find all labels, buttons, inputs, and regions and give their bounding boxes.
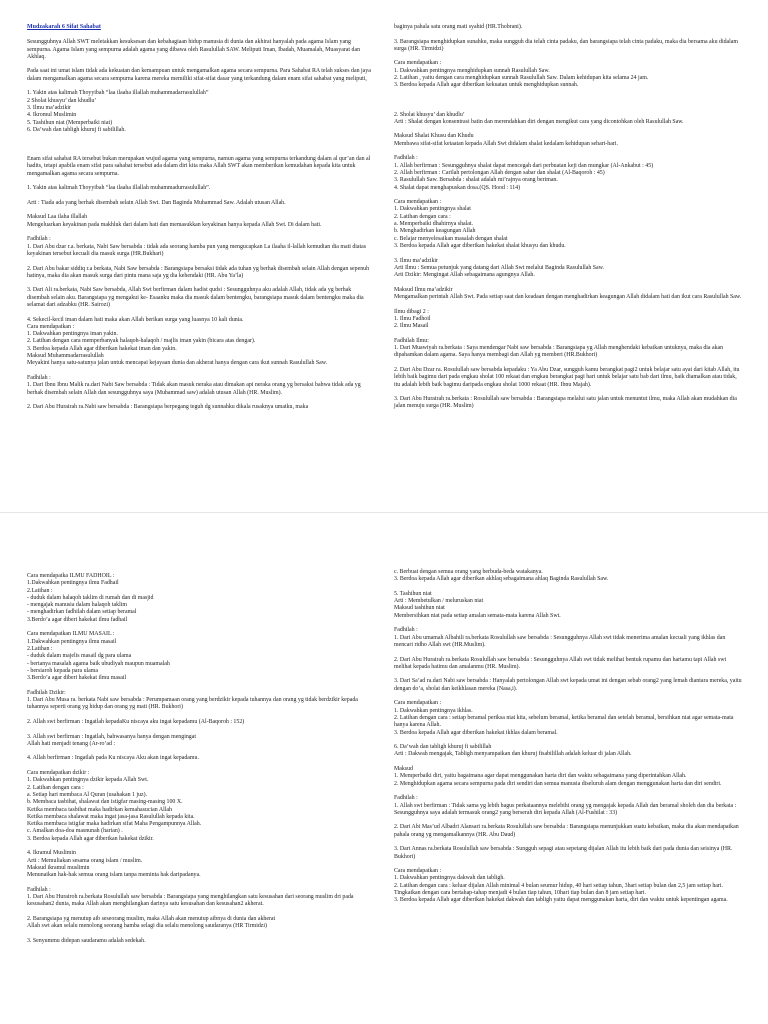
text-line: 3. Senyummu didepan saudaramu adalah sedekah. [27, 937, 146, 944]
page-1-left-column [27, 24, 375, 419]
paragraph [27, 404, 375, 411]
text-line: 1. Ilmu Fadhoil [394, 315, 431, 322]
text-line: 4. Shalat dapat menghapuskan dosa.(QS. Hood : 114) [394, 184, 521, 191]
text-line: baginya pahala satu orang mati syahid (HR.Thobrani). [394, 24, 523, 30]
text-line: Meyakini hanya satu-satunya jalan untuk mencapai kejayaan dunia dan akherat hanya dengan cara ikut sunnah Rasulullah Saw. [27, 360, 328, 367]
text-line: Fadhilah : [394, 155, 418, 162]
text-line: 2. Menghidupkan agama secara sempurna pada diri sendiri dan semua manusia diseluruh alam dengan menggunakan harta dan diri sendiri. [394, 780, 722, 787]
text-line: Arti : Membetulkan / meluruskan niat [394, 598, 484, 605]
text-line: Membawa sifat-sifat ketaatan kepada Allah Swt didalam shalat kedalam kehidupan sehari-hari. [394, 140, 618, 147]
text-line: 1. Allah swt berfirman : Tidak sama yg lebih bagus perkataannya melebihi orang yg mengajak kepada Allah dan beramal sholeh dan dia berkata : Sesungguhnya saya adalah termasuk orang2 yang berserah diri kepada Allah (Al-Fushilat : 33) [394, 802, 737, 816]
text-line: Maksud Laa ilaha illallah [27, 214, 88, 221]
text-line: Ilmu dibagi 2 : [394, 308, 429, 315]
text-line: 1. Dakwahkan pentingnya dakwah dan tabligh. [394, 875, 505, 882]
text-line: Maksud Muhammadarrasulullah [27, 353, 104, 360]
blank-line [394, 97, 742, 104]
paragraph [27, 916, 375, 931]
paragraph [27, 317, 375, 368]
text-line: 3. Berdoa kepada Allah agar diberikan hakekat dzikir. [27, 835, 154, 842]
text-line: Fadhilah Ilmu: [394, 337, 429, 344]
text-line: - bersiaroh kepada para ulama [27, 667, 98, 674]
text-line: Arti Ilmu : Semua petunjuk yang datang dari Allah Swt melalui Baginda Rasulullah Saw. [394, 264, 605, 271]
text-line: 2. Ilmu Masail [394, 323, 429, 330]
text-line: 3. Dari Sa’ad ra.dari Nabi saw bersabda : Hanyalah pertolongan Allah swt kepada umat ini dengan sebab orang2 yang lemah diantara mereka, yaitu dengan do’a, sholat dan keikhlasan mereka (Nasa,i). [394, 678, 742, 692]
text-line: 3. Dari Ali ra.berkata, Nabi Saw bersabda, Allah Swt berfirman dalam hadist qudsi : Sesungguhnya aku adalah Allah, tidak ada yg berhak disembah selain aku. Barangsiapa yg mengakui ke- Esaanku maka dia masuk dalam bentengku, barangsiapa masuk dalam bentengku maka dia selamat dari adzabku (HR. Sairozi) [27, 287, 364, 308]
text-line: 1. Dakwahkan pentingnya ikhlas. [394, 707, 473, 714]
text-line: 2.Latihan : [27, 587, 53, 594]
text-line: 2. Dari Abu bakar siddiq r.a berkata, Nabi Saw bersabda : Barangsiapa bersaksi tidak ada tuhan yg berhak disembah selain Allah dengan sepenuh hatinya, maka dia akan masuk surga dari pintu mana saja yg dia kehendaki (HR. Abu Ya’la) [27, 265, 370, 279]
text-line: 1. Allah berfirman : Sesungguhnya shalat dapat mencegah dari perbuatan keji dan mungkar (Al-Ankabut : 45) [394, 162, 654, 169]
paragraph [394, 338, 742, 360]
text-line: 2. Latihan dengan cara : [27, 784, 84, 791]
page-2-left-column [27, 573, 375, 952]
text-line: Fadhilah Dzikir: [27, 689, 66, 696]
text-line: 2.Latihan : [27, 645, 53, 652]
text-line: 2. Latihan dengan cara : setiap beramal periksa niat kita, sebelum beramal, ketika beramal dan setelah beramal, bersihkan niat agar semata-mata hanya karena Allah. [394, 714, 734, 729]
paragraph [394, 39, 742, 54]
paragraph [27, 770, 375, 843]
text-line: 3. Dari Abu Hurairah ra.berkata : Rosulullah saw bersabda : Barangsiapa melalui satu jalan untuk menuntut ilmu, maka Allah akan mudahkan dia jalan menuju surga (HR. Muslim) [394, 396, 737, 410]
paragraph [394, 155, 742, 191]
text-line: Mengamalkan perintah Allah Swt. Pada setiap saat dan keadaan dengan menghadirkan keagungan Allah didalam hati dan ikut cara Rasulullah Saw. [394, 293, 742, 300]
text-line: c. Berbuat dengan semua orang yang berbuda-beda watakanya. [394, 569, 543, 575]
text-line: Pada saat ini umat islam tidak ada kekuatan dan kemampuan untuk mengamalkan agama secara sempurna. Para Sahabat RA telah sukses dan jaya dalam mengamalkan agama secara sempurna karena mereka memiliki sifat-sifat dasar yang terkandung dalam enam sifat sahabat yang meliputi, [27, 68, 371, 82]
text-line: 4. Allah berfirman : Ingatlah pada Ku niscaya Aku akan ingat kepadamu. [27, 755, 199, 762]
text-line: Fadhilah : [27, 236, 51, 243]
text-line: 1. Dari Abu umamah Albahili ra.berkata Rosulullah saw bersabda : Sesungguhnya Allah swt tidak menerima amalan kecuali yang ikhlas dan mencari ridho Allah swt (HR.Muslim). [394, 634, 726, 648]
text-line: - mengajak manusia dalam halaqoh taklim [27, 602, 127, 609]
text-line: Maksud [394, 766, 413, 773]
text-line: Enam sifat sahabat RA tersebut bukan merupakan wujud agama yang sempurna, namun agama yang sempurna terkandung dalam al qur’an dan al hadits, tetapi apabila enam sifat para sahabat tersebut ada dalam diri kita maka Allah SWT akan memberikan kemudahan kepada kita untuk mengamalkan agama secara sempurna. [27, 156, 371, 177]
text-line: 3.Berdo’a agar diberi hakekat ilmu fadhail [27, 616, 128, 623]
paragraph [27, 141, 375, 148]
text-line: 3. Berdoa kepada Allah agar diberikan kekuatan untuk menghidupkan sunnah. [394, 82, 579, 89]
text-line: 1. Yakin atas kalimah Thoyyibah “laa ilaaha illallah muhammadurrasulullah”. [27, 185, 211, 192]
paragraph [27, 214, 375, 229]
text-line: - duduk dalam majelis masail dg para ulama [27, 653, 132, 660]
text-line: 3. Ilmu ma’adzikir [27, 104, 72, 111]
text-line: Cara mendapatka ILMU FADHOIL : [27, 573, 115, 579]
paragraph [394, 657, 742, 672]
text-line: Maksud Ilmu ma’adzikir [394, 286, 453, 293]
text-line: 3. Berdoa kepada Allah agar diberikan hakekat dakwah dan tabligh yaitu dapat menggunakan harta, diri dan waktu untuk kepentingan agama. [394, 897, 728, 904]
text-line: Fadhilah : [394, 795, 418, 802]
text-line: Cara mendapatkan dzikir : [27, 770, 90, 777]
paragraph [394, 97, 742, 104]
text-line: 1. Dakwahkan pentingnya menghidupkan sunnah Rasulullah Saw. [394, 67, 550, 74]
paragraph [27, 156, 375, 178]
text-line: 5. Tashihun niat (Memperbaiki niat) [27, 119, 113, 126]
paragraph [394, 60, 742, 89]
paragraph [27, 90, 375, 134]
page-2 [0, 512, 768, 1024]
text-line: Allah swt akan selalu menolong seorang hamba selagi dia selalu menolong saudaranya (HR Tirmidzi) [27, 923, 267, 930]
text-line: 5. Tashihun niat [394, 590, 432, 597]
paragraph [27, 39, 375, 61]
text-line: Cara mendapatkan ILMU MASAIL : [27, 631, 115, 638]
text-line: 1. Yakin atas kalimah Thoyyibah “laa ilaaha illallah muhammadarrasulullah” [27, 90, 209, 97]
paragraph [27, 631, 375, 682]
paragraph [394, 133, 742, 148]
text-line: Allah hati menjadi tenang (Ar-ro’ad : [27, 740, 116, 747]
paragraph [394, 199, 742, 250]
text-line: Ketika membaca shalawat maka ingat jasa-jasa Rasulullah kepada kita. [27, 813, 195, 820]
text-line: 1. Dari Abu Hurairoh ra.berkata Rosulullah saw bersabda : Barangsiapa yang menghilangkan satu kesusahan dari seorang muslim dri pada kesusahan2 dunia, maka Allah akan menghilangkan darinya satu kesusahan dan kesusahan2 akherat. [27, 894, 354, 908]
text-line: 1. Dari Ibnu Ibnu Malik ra.dari Nabi Saw bersabda : Tidak akan masuk neraka atau dimakan api neraka orang yg bersaksi bahwa tidak ada yg berhak disembah selain Allah dan sesungguhnya saya (Muhammad saw) adalah utusan Allah (HR. Muslim). [27, 382, 361, 396]
text-line: Maksud tashihun niat [394, 605, 445, 612]
text-line: 2. Dari Abi Mas’ud Albadri Alansari ra.berkata Rosulullah saw bersabda : Barangsiapa menunjukkan suatu kebaikan, maka dia akan mendapatkan pahala orang yg mengamalkannya (HR. Abu Daud) [394, 824, 739, 838]
text-line: Arti : Shalat dengan konsentrasi batin dan merendahkan diri dengan mengikut cara yang dicontohkan oleh Rasulullah Saw. [394, 118, 684, 125]
text-line: 1. Dari Abu Musa ra. berkata Nabi saw bersabda : Perumpamaan orang yang berdzikir kepada tuhannya dan orang yg tidak berdzikir kepada tuhannya seperti orang yg hidup dan orang yg mati (HR. Bukhori) [27, 697, 358, 711]
text-line: Arti Dzikir: Mengingat Allah sebagaimana agungnya Allah. [394, 272, 535, 279]
text-line: Fadhilah : [394, 627, 418, 634]
text-line: 3. Rasulullah Saw. Bersabda : shalat adalah mi’rajnya orang beriman. [394, 177, 558, 184]
paragraph [394, 24, 742, 31]
text-line: Cara mendapatkan : [394, 60, 442, 67]
text-line: 6. Da’wah dan tabligh khuruj fi sabilillah [394, 744, 492, 751]
text-line: 2. Dari Abu Dzar ra. Rosulullah saw bersabda kepadaku : Ya Abu Dzar, sungguh kamu berangkat pagi2 untuk belajar satu ayat dari kitab Allah, itu lebih baik bagimu dari pada engkau sholat 100 rekaat dan engkau berangkat pagi hari untuk belajar satu bab dari ilmu, baik diamalkan atau tidak, itu adalah lebih baik bagimu daripada engkau sholat 1000 rekaat (HR. Ibnu Majah). [394, 366, 740, 388]
text-line: 1. Memperbaiki diri, yaitu bagaimana agar dapat menggunakan harta diri dan waktu sebagaimana yang diperintahkan Allah. [394, 773, 687, 780]
paragraph [394, 627, 742, 649]
text-line: 2. Latihan dengan cara : [394, 213, 451, 220]
page-1-right-column [394, 24, 742, 418]
text-line: 3. Berdoa kepada Allah agar diberikan hakekat ikhlas dalam beramal. [394, 729, 558, 736]
text-line: 3. Ilmu ma’adzikir [394, 257, 439, 264]
text-line: 3. Dari Annas ra.berkata Rosulullah saw bersabda : Sungguh sepagi atau sepetang dijalan Allah itu lebih baik dari pada dunia dan seisinya (HR. Bukhori) [394, 846, 733, 860]
text-line: Maksud Shalat Khusu dan Khudu [394, 133, 474, 140]
paragraph [27, 287, 375, 309]
text-line: a. Setiap hari membaca Al Quran (usahakan 1 juz). [27, 791, 148, 798]
text-line: b. Menghadirkan keagungan Allah [394, 228, 476, 235]
text-line: 2. Latihan dengan cara : keluar dijalan Allah minimal 4 bulan seumur hidup, 40 hari setiap tahun, 3hari setiap bulan dan 2,5 jam setiap hari. Tingkatkan dengan cara bertahap-tahap menjadi 4 bulan tiap tahun, 10hari tiap bulan dan 8 jam setiap hari. [394, 882, 723, 897]
paragraph [27, 755, 375, 762]
text-line: b. Membaca tasbihat, shalawat dan istigfar masing-masing 100 X. [27, 799, 183, 806]
text-line: 2 Sholat khusyu’ dan khudlu’ [27, 97, 97, 104]
paragraph [27, 375, 375, 397]
paragraph [394, 824, 742, 839]
blank-line [27, 141, 375, 148]
paragraph [27, 938, 375, 945]
text-line: 4. Sekecil-kecil iman dalam hati maka akan Allah berikan surga yang luasnya 10 kali dunia. [27, 316, 244, 323]
paragraph [394, 569, 742, 584]
text-line: a. Memperbaiki dhahirnya shalat. [394, 221, 474, 228]
text-line: Arti : Dakwah mengajak, Tabligh menyampaikan dan khuruj fisabilillah adalah keluar di jalan Allah. [394, 751, 632, 758]
paragraph [394, 309, 742, 331]
text-line: 2. Dari Abu Hurairah ra.Nabi saw bersabda : Barangsiapa berpegang teguh dg sunnahku dikala rusaknya umatku, maka [27, 404, 309, 411]
paragraph [394, 846, 742, 861]
text-line: 1. Dakwahkan pentingnya dzikir kepada Allah Swt. [27, 777, 149, 784]
paragraph [27, 200, 375, 207]
paragraph [394, 258, 742, 280]
text-line: Ketika membaca istigfar maka hadirkan sifat Maha Pengampunnya Allah. [27, 821, 202, 828]
paragraph [394, 396, 742, 411]
paragraph [394, 766, 742, 788]
text-line: c. Belajar menyelesaikan masalah dengan shalat [394, 235, 508, 242]
text-line: - bertanya masalah agama baik ubudiyah maupun muamalah [27, 660, 170, 667]
paragraph [394, 868, 742, 904]
paragraph [27, 266, 375, 281]
text-line: 1. Dari Muawiyah ra.berkata : Saya mendengar Nabi saw bersabda : Barangsiapa yg Allah menghendaki kebaikan untuknya, maka dia akan dipahamkan dalam agama. Saya hanya membagi dan Allah yg memberi (HR.Bukhori) [394, 345, 724, 359]
paragraph [394, 678, 742, 693]
text-line: Ketika membaca tasbihat maka hadirkan kemahasucian Allah [27, 806, 172, 813]
text-line: Menunaikan hak-hak semua orang islam tanpa meminta hak daripadanya. [27, 872, 201, 879]
text-line: 1.Dakwahkan pentingnya ilmu Fadhail [27, 580, 119, 587]
text-line: Membersihkan niat pada setiap amalan semata-mata karena Allah Swt. [394, 612, 561, 619]
text-line: 2. Latihan , yaitu dengan cara menghidupkan sunnah Rasulullah Saw. Dalam kehidupan kita selama 24 jam. [394, 75, 649, 82]
text-line: Sesungguhnya Allah SWT meletakkan kesuksesan dan kebahagiaan hidup manusia di dunia dan akhirat hanyalah pada agama Islam yang sempurna. Agama Islam yang sempurna adalah agama yang dibawa oleh Rasulullah SAW. Meliputi Iman, Ibadah, Muamalah, Muasyarat dan Akhlaq. [27, 39, 361, 60]
text-line: Arti : Tiada ada yang berhak disembah selain Allah Swt. Dan Baginda Muhammad Saw. Adalah utusan Allah. [27, 199, 286, 206]
text-line: 1.Dakwahkan pentingnya ilmu masail [27, 638, 117, 645]
text-line: Fadhilah : [27, 886, 51, 893]
text-line: 3. Berdoa kepada Allah agar diberikan hakekat iman dan yakin. [27, 345, 177, 352]
paragraph [394, 744, 742, 759]
text-line: 1. Dakwahkan pentingnya iman yakin. [27, 331, 118, 338]
text-line: Maksud ikramul muslimin [27, 864, 90, 871]
paragraph [394, 700, 742, 736]
text-line: Arti : Memuliakan sesama orang islam / muslim. [27, 857, 143, 864]
paragraph [27, 887, 375, 909]
text-line: 2. Latihan dengan cara memperbanyak halaqoh-halaqoh / majlis iman yakin (bicara atas dengar). [27, 338, 256, 345]
text-line: 2. Sholat khusyu’ dan khudlu’ [394, 111, 465, 118]
text-line: 2. Dari Abu Hurairah ra.berkata Rosulullah saw bersabda : Sesungguhnya Allah swt tidak melihat bentuk rupamu dan hartamu tapi Allah swt melihat kepada hatimu dan amalanmu (HR. Muslim). [394, 656, 727, 670]
text-line: 4. Ikromul Muslimin [27, 112, 77, 119]
text-line: Cara mendapatkan : [394, 199, 442, 206]
text-line: 2. Barangsiapa yg menutup aib seseorang muslim, maka Allah akan menutup aibnya di dunia dan akherat [27, 915, 276, 922]
text-line: 1. Dari Abu dzar r.a. berkata, Nabi Saw bersabda : tidak ada seorang hamba pun yang mengucapkan La ilaaha il-lallah kemudian dia mati diatas keyakinan tersebut kecuali dia masuk surga (HR.Bukhari) [27, 243, 367, 257]
page-1-left-body [27, 39, 375, 411]
text-line: - menghadirkan fadhilah dalam setiap beramal [27, 609, 137, 616]
text-line: Cara mendapatkan : [27, 323, 75, 330]
paragraph [394, 591, 742, 620]
text-line: 1. Dakwahkan pentingnya shalat [394, 206, 471, 213]
text-line: Cara mendapatkan : [394, 700, 442, 707]
document-title-link[interactable]: Mudzakarah 6 Sifat Sahabat [27, 24, 101, 30]
text-line: 4. Ikramul Muslimin [27, 850, 76, 857]
text-line: 3. Berdoa kepada Allah agar diberikan hakekat shalat khusyu dan khudu. [394, 242, 566, 249]
text-line: 3. Allah swt berfirman : Ingatlah, bahwasanya hanya dengan mengingat [27, 733, 196, 740]
paragraph [394, 287, 742, 302]
paragraph [27, 68, 375, 83]
paragraph [27, 850, 375, 879]
paragraph [394, 795, 742, 817]
paragraph [27, 573, 375, 624]
text-line: Cara mendapatkan : [394, 868, 442, 875]
paragraph [27, 719, 375, 726]
text-line: 2. Allah swt berfirman : Ingatlah kepadaKu niscaya aku ingat kepadamu (Al-Baqoroh : 152) [27, 718, 245, 725]
text-line: - duduk dalam halaqoh taklim di rumah dan di masjid [27, 594, 154, 601]
text-line: c. Amalkan doa-doa masnunah (harian) . [27, 828, 123, 835]
text-line: 3.Berdo’a agar diberi hakekat ilmu masail [27, 675, 127, 682]
text-line: Mengeluarkan keyakinan pada makhluk dari dalam hati dan memasukkan keyakinan hanya kepada Allah Swt. Di dalam hati. [27, 221, 322, 228]
text-line: 3. Berdoa kepada Allah agar diberikan akhlaq sebagaimana ahlaq Baginda Rasulullah Saw. [394, 576, 609, 583]
paragraph [27, 734, 375, 749]
paragraph [394, 367, 742, 389]
paragraph [27, 185, 375, 192]
page-2-right-column [394, 569, 742, 912]
paragraph [394, 112, 742, 127]
text-line: 6. Da’wah dan tabligh khuruj fi sabilillah. [27, 126, 126, 133]
text-line: 3. Barangsiapa menghidupkan sunahku, maka sungguh dia telah cinta padaku, dan barangsiapa telah cinta padaku, maka dia bersama aku didalam surga (HR. Tirmidzi) [394, 38, 738, 52]
paragraph [27, 690, 375, 712]
paragraph [27, 236, 375, 258]
text-line: 2. Allah berfirman : Carilah pertolongan Allah dengan sabar dan shalat (Al-Baqoroh : 45) [394, 169, 605, 176]
text-line: Fadhilah : [27, 374, 51, 381]
